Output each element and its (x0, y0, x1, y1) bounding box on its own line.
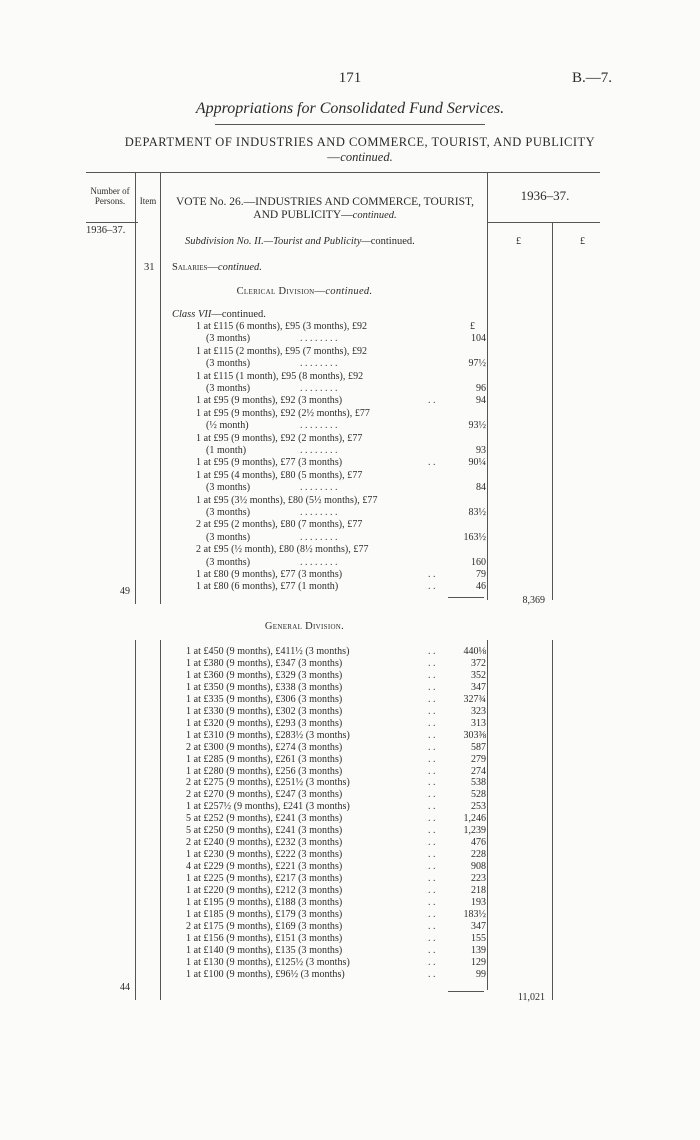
general-row-amount: 303⅜ (463, 729, 486, 741)
clerical-row-text-continued: (½ month) (206, 420, 249, 432)
header-bottom-rule (86, 222, 138, 223)
clerical-row-amount: 83½ (468, 507, 486, 518)
clerical-row-amount: 96 (476, 383, 486, 394)
clerical-persons-total: 49 (120, 586, 131, 597)
clerical-row-amount: 97½ (468, 358, 486, 370)
general-row-amount: 99 (476, 968, 486, 980)
general-row-amount: 223 (471, 873, 486, 885)
clerical-row-text-continued: (3 months) (206, 556, 251, 568)
leader-dots: . . (428, 801, 436, 813)
clerical-row-amount: 46 (476, 581, 486, 593)
clerical-row-amount: 93 (476, 445, 486, 456)
leader-dots: . . (428, 885, 436, 896)
general-row-text: 1 at £225 (9 months), £217 (3 months) (186, 873, 343, 885)
leader-dots: . . (428, 789, 436, 801)
salaries-heading (172, 262, 262, 273)
clerical-row-text: 1 at £115 (6 months), £95 (3 months), £92 (196, 321, 368, 332)
general-row-amount: 908 (471, 861, 486, 873)
number-of-persons-header: Number of Persons. (90, 186, 130, 206)
general-row-text: 5 at £250 (9 months), £241 (3 months) (186, 825, 343, 837)
leader-dots: . . (428, 932, 436, 944)
leader-dots: . . (428, 777, 436, 789)
general-row-amount: 347 (471, 920, 486, 932)
general-row-amount: 129 (471, 956, 486, 968)
leader-dots: . . (428, 968, 436, 980)
general-row-amount: 347 (471, 681, 486, 693)
clerical-row-text: 2 at £95 (2 months), £80 (7 months), £77 (196, 519, 363, 531)
general-row-text: 1 at £220 (9 months), £212 (3 months) (186, 885, 343, 896)
leader-dots: . . (428, 693, 436, 705)
persons-column-rule (135, 172, 136, 604)
general-row-amount: 274 (471, 765, 486, 777)
general-row-amount: 352 (471, 669, 486, 681)
general-row-amount: 440⅛ (463, 646, 486, 657)
general-row-amount: 323 (471, 705, 486, 717)
class-continued: —continued. (211, 309, 266, 320)
clerical-row-amount: 160 (471, 556, 486, 568)
general-row-amount: 372 (471, 657, 486, 669)
clerical-row-text: 1 at £95 (3½ months), £80 (5½ months), £77 (196, 494, 378, 506)
item-column-rule-2 (160, 640, 161, 1000)
leader-dots: . . (428, 861, 436, 873)
item-column-rule (160, 172, 161, 604)
general-row-text: 1 at £140 (9 months), £135 (3 months) (186, 944, 343, 956)
clerical-row-amount: 94 (476, 395, 486, 407)
clerical-row-text-continued: (3 months) (206, 531, 251, 543)
clerical-division-label: Clerical Division— (236, 286, 326, 297)
general-total: 11,021 (517, 992, 545, 1003)
salaries-label: Salaries— (172, 262, 218, 273)
clerical-pound-sign: £ (470, 321, 475, 332)
leader-dots: . . (428, 669, 436, 681)
clerical-row-text: 1 at £95 (9 months), £92 (2½ months), £77 (196, 407, 370, 419)
general-row-text: 1 at £350 (9 months), £338 (3 months) (186, 681, 343, 693)
general-row-text: 1 at £280 (9 months), £256 (3 months) (186, 765, 343, 777)
general-row-text: 1 at £185 (9 months), £179 (3 months) (186, 908, 343, 920)
general-row-text: 1 at £330 (9 months), £302 (3 months) (186, 705, 343, 717)
leader-dots: . . (428, 837, 436, 849)
general-row-text: 4 at £229 (9 months), £221 (3 months) (186, 861, 343, 873)
subdivision-title (185, 236, 415, 247)
general-row-text: 1 at £450 (9 months), £411½ (3 months) (186, 646, 350, 657)
general-row-amount: 139 (471, 944, 486, 956)
clerical-row-amount: 93½ (468, 420, 486, 432)
department-continued: continued. (340, 150, 393, 164)
general-row-text: 5 at £252 (9 months), £241 (3 months) (186, 813, 343, 825)
salaries-continued: continued. (217, 262, 262, 273)
leader-dots: . . (428, 741, 436, 753)
leader-dots: . . (428, 813, 436, 825)
general-row-text: 2 at £175 (9 months), £169 (3 months) (186, 920, 343, 932)
leader-dots: . . (428, 581, 436, 593)
general-persons-total: 44 (120, 982, 131, 993)
clerical-row-text-continued: (1 month) (206, 445, 247, 456)
pound-column-1: £ (516, 236, 521, 247)
leader-dots: . . . . . . . . (300, 556, 338, 568)
general-row-amount: 228 (471, 849, 486, 861)
item-number: 31 (144, 262, 155, 273)
leader-dots: . . . . . . . . (300, 482, 338, 494)
clerical-subtotal-rule (448, 597, 484, 598)
leader-dots: . . (428, 849, 436, 861)
clerical-row-text: 1 at £115 (2 months), £95 (7 months), £92 (196, 345, 368, 357)
leader-dots: . . (428, 920, 436, 932)
clerical-row-text: 1 at £95 (9 months), £92 (3 months) (196, 395, 343, 407)
clerical-row-amount: 104 (471, 333, 486, 345)
clerical-row-amount: 90¼ (468, 457, 486, 469)
department-name: DEPARTMENT OF INDUSTRIES AND COMMERCE, TOURIST, AND PUBLICITY— (124, 135, 596, 164)
leader-dots: . . (428, 717, 436, 729)
leader-dots: . . (428, 765, 436, 777)
leader-dots: . . (428, 657, 436, 669)
general-row-text: 1 at £285 (9 months), £261 (3 months) (186, 753, 343, 765)
general-row-amount: 253 (471, 801, 486, 813)
amount-column-rule (487, 172, 488, 600)
amount-column-rule-2 (487, 640, 488, 990)
general-row-amount: 183½ (463, 908, 486, 920)
general-row-text: 1 at £195 (9 months), £188 (3 months) (186, 896, 343, 908)
leader-dots: . . (428, 825, 436, 837)
general-row-text: 1 at £320 (9 months), £293 (3 months) (186, 717, 343, 729)
leader-dots: . . . . . . . . (300, 531, 338, 543)
general-row-text: 1 at £257½ (9 months), £241 (3 months) (186, 801, 350, 813)
year-header: 1936–37. (520, 188, 570, 203)
leader-dots: . . (428, 896, 436, 908)
class-label: Class VII (172, 309, 212, 320)
leader-dots: . . . . . . . . (300, 383, 338, 394)
general-row-text: 1 at £380 (9 months), £347 (3 months) (186, 657, 343, 669)
general-row-text: 1 at £156 (9 months), £151 (3 months) (186, 932, 343, 944)
clerical-row-text: 1 at £115 (1 month), £95 (8 months), £92 (196, 370, 364, 382)
leader-dots: . . . . . . . . (300, 445, 338, 456)
clerical-row-amount: 79 (476, 569, 486, 580)
vote-continued: continued. (352, 210, 397, 221)
leader-dots: . . (428, 681, 436, 693)
general-row-amount: 476 (471, 837, 486, 849)
appropriation-title: Appropriations for Consolidated Fund Services. (195, 100, 505, 117)
clerical-row-text-continued: (3 months) (206, 383, 251, 394)
general-row-text: 2 at £300 (9 months), £274 (3 months) (186, 741, 343, 753)
general-row-amount: 279 (471, 753, 486, 765)
leader-dots: . . (428, 569, 436, 580)
leader-dots: . . (428, 395, 436, 407)
leader-dots: . . . . . . . . (300, 333, 338, 345)
leader-dots: . . . . . . . . (300, 420, 338, 432)
general-row-amount: 155 (471, 932, 486, 944)
general-division-heading: General Division. (264, 621, 345, 632)
clerical-row-text: 1 at £95 (9 months), £77 (3 months) (196, 457, 343, 469)
general-row-amount: 327¾ (463, 693, 486, 705)
general-row-text: 1 at £100 (9 months), £96½ (3 months) (186, 968, 345, 980)
page-number: 171 (338, 70, 362, 86)
subdivision-name: Subdivision No. II.—Tourist and Publicity— (185, 236, 371, 247)
clerical-row-text: 1 at £95 (9 months), £92 (2 months), £77 (196, 432, 363, 444)
clerical-division-heading (172, 286, 437, 297)
document-reference: B.—7. (571, 70, 612, 86)
general-row-text: 1 at £130 (9 months), £125½ (3 months) (186, 956, 350, 968)
subdivision-continued: continued. (370, 236, 415, 247)
general-row-amount: 218 (471, 885, 486, 896)
clerical-row-text: 2 at £95 (½ month), £80 (8½ months), £77 (196, 544, 369, 556)
vote-title (165, 196, 485, 222)
general-row-amount: 538 (471, 777, 486, 789)
clerical-total: 8,369 (522, 595, 545, 606)
clerical-row-text-continued: (3 months) (206, 333, 251, 345)
leader-dots: . . (428, 457, 436, 469)
general-row-amount: 1,246 (463, 813, 486, 825)
general-row-text: 1 at £310 (9 months), £283½ (3 months) (186, 729, 350, 741)
general-row-amount: 1,239 (463, 825, 486, 837)
general-row-amount: 313 (471, 717, 486, 729)
clerical-row-text: 1 at £80 (6 months), £77 (1 month) (196, 581, 339, 593)
clerical-row-amount: 84 (476, 482, 486, 494)
total-column-rule-2 (552, 640, 553, 1000)
general-row-amount: 193 (471, 896, 486, 908)
clerical-row-text: 1 at £95 (4 months), £80 (5 months), £77 (196, 469, 363, 481)
class-heading (172, 309, 266, 320)
leader-dots: . . (428, 944, 436, 956)
leader-dots: . . (428, 873, 436, 885)
general-row-amount: 528 (471, 789, 486, 801)
leader-dots: . . (428, 705, 436, 717)
item-header: Item (139, 196, 157, 206)
leader-dots: . . (428, 646, 436, 657)
clerical-division-continued: continued. (325, 286, 373, 297)
general-row-amount: 587 (471, 741, 486, 753)
clerical-row-text-continued: (3 months) (206, 358, 251, 370)
clerical-row-text: 1 at £80 (9 months), £77 (3 months) (196, 569, 343, 580)
table-top-rule (86, 172, 600, 173)
vote-name: VOTE No. 26.—INDUSTRIES AND COMMERCE, TOURIST, AND PUBLICITY— (175, 196, 475, 221)
clerical-row-text-continued: (3 months) (206, 482, 251, 494)
general-row-text: 2 at £240 (9 months), £232 (3 months) (186, 837, 343, 849)
persons-column-rule-2 (135, 640, 136, 1000)
general-row-text: 1 at £360 (9 months), £329 (3 months) (186, 669, 343, 681)
general-row-text: 2 at £275 (9 months), £251½ (3 months) (186, 777, 350, 789)
leader-dots: . . . . . . . . (300, 507, 338, 518)
clerical-row-text-continued: (3 months) (206, 507, 251, 518)
department-title (120, 135, 600, 165)
general-subtotal-rule (448, 991, 484, 992)
year-underline-rule (487, 222, 600, 223)
leader-dots: . . . . . . . . (300, 358, 338, 370)
header-rule (215, 124, 485, 125)
leader-dots: . . (428, 729, 436, 741)
clerical-row-amount: 163½ (463, 531, 486, 543)
total-column-rule (552, 222, 553, 600)
leader-dots: . . (428, 956, 436, 968)
general-row-text: 1 at £335 (9 months), £306 (3 months) (186, 693, 343, 705)
leader-dots: . . (428, 908, 436, 920)
general-row-text: 2 at £270 (9 months), £247 (3 months) (186, 789, 343, 801)
pound-column-2: £ (580, 236, 585, 247)
general-row-text: 1 at £230 (9 months), £222 (3 months) (186, 849, 343, 861)
year-left-label: 1936–37. (86, 225, 126, 236)
leader-dots: . . (428, 753, 436, 765)
